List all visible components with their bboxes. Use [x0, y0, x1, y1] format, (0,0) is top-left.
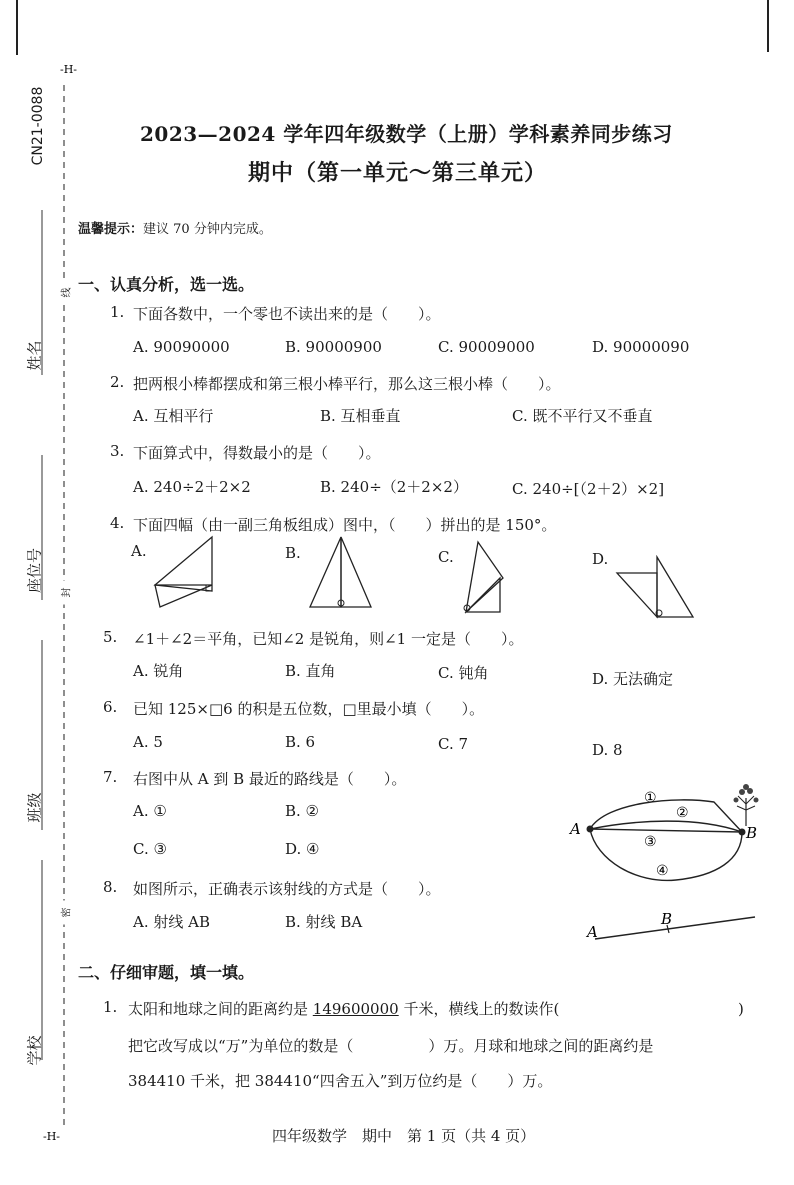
question-number: 6. [103, 698, 118, 716]
option-b[interactable]: B. 直角 [285, 662, 336, 680]
figure-a-triangles [150, 533, 220, 613]
option-a[interactable]: A. 互相平行 [133, 407, 214, 425]
cut-mark-line: 线 [58, 281, 73, 305]
route-1-label: ① [644, 790, 657, 806]
question-number: 3. [110, 442, 125, 460]
route-4-label: ④ [656, 863, 669, 879]
point-b-label: B [746, 824, 758, 842]
exam-title: 2023—2024 学年四年级数学（上册）学科素养同步练习 [140, 122, 673, 146]
option-a[interactable]: A. [131, 542, 147, 560]
question-number: 7. [103, 768, 118, 786]
right-margin-mark [760, 0, 780, 60]
question-text: 下面四幅（由一副三角板组成）图中，（ ）拼出的是 150°。 [133, 516, 557, 534]
option-a[interactable]: A. 射线 AB [133, 913, 210, 931]
option-c[interactable]: C. 既不平行又不垂直 [512, 407, 653, 425]
question-text: 已知 125×□6 的积是五位数，□里最小填（ ）。 [133, 700, 485, 718]
question-number: 2. [110, 373, 125, 391]
option-b[interactable]: B. ② [285, 802, 320, 820]
cut-mark-seal: 封 [58, 581, 73, 605]
question-number: 5. [103, 628, 118, 646]
exam-subtitle: 期中（第一单元～第三单元） [248, 160, 548, 186]
option-a[interactable]: A. 240÷2＋2×2 [133, 478, 251, 496]
section2-heading: 二、仔细审题，填一填。 [78, 963, 255, 982]
line1-post: 千米，横线上的数读作( [398, 1000, 560, 1018]
tip-label: 温馨提示： [78, 222, 144, 237]
option-c[interactable]: C. ③ [133, 840, 167, 858]
underlined-number: 149600000 [312, 1000, 399, 1018]
option-c[interactable]: C. 7 [438, 735, 469, 753]
question-number: 1. [110, 303, 125, 321]
question-number: 8. [103, 878, 118, 896]
option-b[interactable]: B. 240÷（2＋2×2） [320, 478, 468, 496]
tip [78, 218, 272, 237]
svg-text:-H-: -H- [43, 1130, 61, 1143]
question-text: ∠1＋∠2＝平角，已知∠2 是锐角，则∠1 一定是（ ）。 [133, 630, 524, 648]
route-2-label: ② [676, 805, 689, 821]
option-d[interactable]: D. [592, 550, 609, 568]
cut-mark-secret: 密 [58, 901, 73, 925]
route-3-label: ③ [644, 834, 657, 850]
name-label: 姓名 [25, 340, 44, 371]
question-number: 1. [103, 998, 118, 1016]
option-b[interactable]: B. 6 [285, 733, 316, 751]
ray-point-b-label: B [661, 910, 673, 928]
ray-figure [583, 905, 763, 950]
seat-label: 座位号 [25, 548, 44, 594]
question-text: 右图中从 A 到 B 最近的路线是（ ）。 [133, 770, 407, 788]
option-d[interactable]: D. 无法确定 [592, 670, 674, 688]
line1-pre: 太阳和地球之间的距离约是 [128, 1000, 313, 1018]
option-d[interactable]: D. 90000090 [592, 338, 690, 356]
option-d[interactable]: D. 8 [592, 741, 623, 759]
route-map-figure [566, 780, 766, 890]
point-a-label: A [570, 820, 581, 838]
option-b[interactable]: B. 射线 BA [285, 913, 363, 931]
option-a[interactable]: A. 90090000 [133, 338, 230, 356]
svg-text:-H-: -H- [60, 63, 78, 76]
question-line-3: 384410 千米，把 384410“四舍五入”到万位约是（ ）万。 [128, 1072, 553, 1090]
option-c[interactable]: C. 90009000 [438, 338, 535, 356]
question-text: 把两根小棒都摆成和第三根小棒平行，那么这三根小棒（ ）。 [133, 375, 561, 393]
figure-b-triangles [305, 535, 375, 615]
option-b[interactable]: B. 90000900 [285, 338, 382, 356]
question-text: 下面算式中，得数最小的是（ ）。 [133, 444, 381, 462]
document-code: CN21-0088 [30, 86, 46, 166]
tip-text: 建议 70 分钟内完成。 [143, 222, 272, 237]
option-c[interactable]: C. [438, 548, 454, 566]
line1-close-paren: ) [738, 1000, 744, 1018]
figure-c-triangles [458, 540, 508, 620]
option-a[interactable]: A. ① [133, 802, 167, 820]
tree-icon [734, 784, 759, 826]
question-text: 如图所示，正确表示该射线的方式是（ ）。 [133, 880, 441, 898]
option-a[interactable]: A. 5 [133, 733, 163, 751]
section1-heading: 一、认真分析，选一选。 [78, 275, 255, 294]
option-a[interactable]: A. 锐角 [133, 662, 184, 680]
question-line-2: 把它改写成以“万”为单位的数是（ ）万。月球和地球之间的距离约是 [128, 1037, 654, 1055]
page-footer: 四年级数学 期中 第 1 页（共 4 页） [272, 1127, 536, 1145]
ray-point-a-label: A [587, 923, 598, 941]
option-b[interactable]: B. [285, 544, 301, 562]
question-text: 下面各数中，一个零也不读出来的是（ ）。 [133, 305, 441, 323]
option-c[interactable]: C. 240÷[（2＋2）×2] [512, 480, 665, 498]
class-label: 班级 [25, 792, 44, 823]
question-line-1 [128, 998, 559, 1019]
figure-d-triangles [615, 555, 700, 625]
question-number: 4. [110, 514, 125, 532]
school-label: 学校 [25, 1035, 44, 1066]
option-d[interactable]: D. ④ [285, 840, 320, 858]
option-c[interactable]: C. 钝角 [438, 664, 489, 682]
option-b[interactable]: B. 互相垂直 [320, 407, 401, 425]
